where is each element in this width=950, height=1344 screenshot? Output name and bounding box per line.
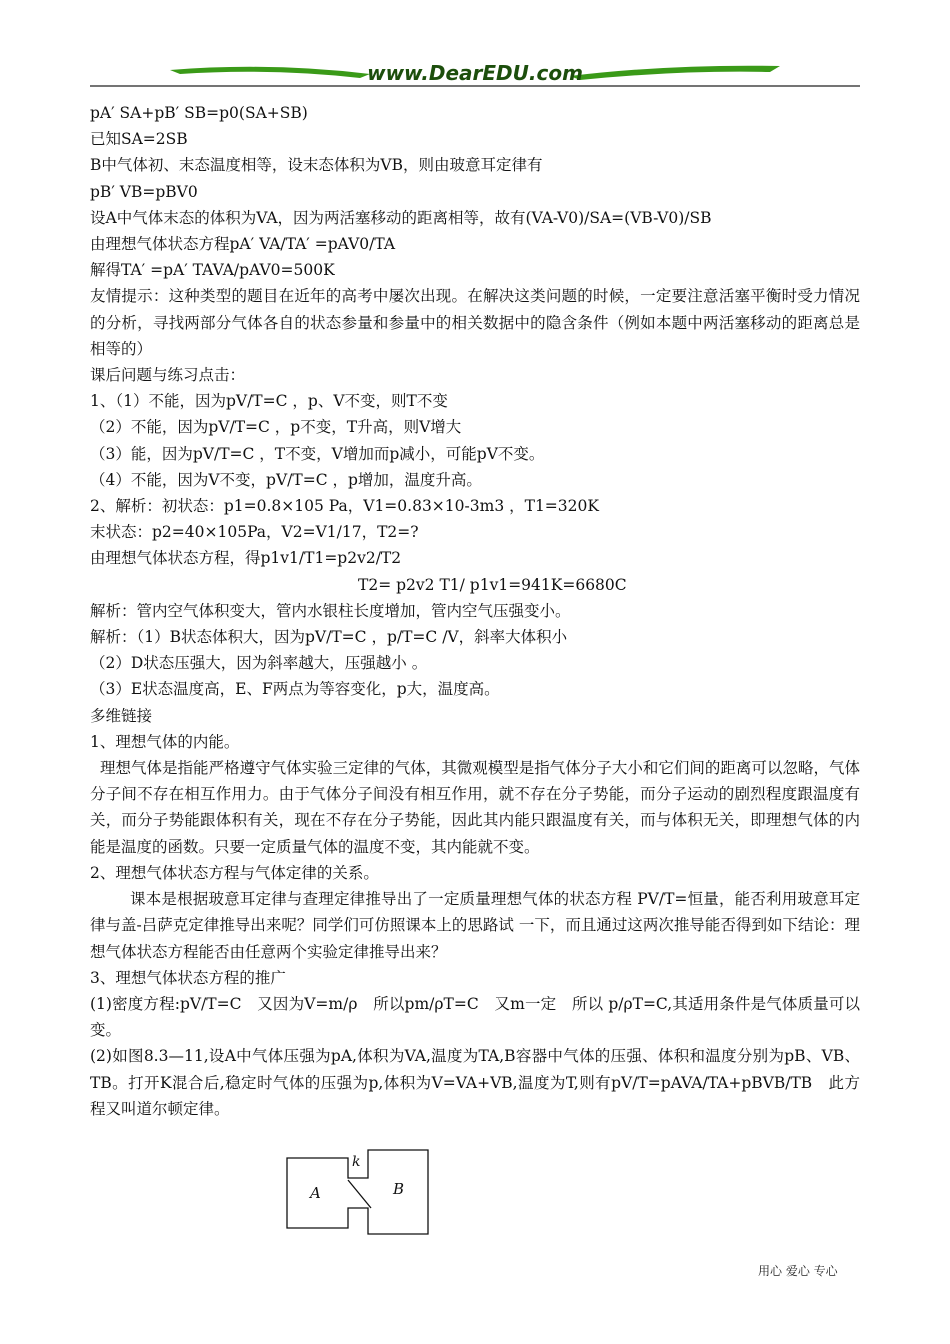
container-diagram-svg (285, 1148, 435, 1238)
header-swoosh-graphic (90, 52, 860, 92)
section-3-title: 3、理想气体状态方程的推广 (90, 968, 286, 987)
right-swoosh (570, 66, 780, 80)
text-line: 由理想气体状态方程pA′ VA/TA′ =pAV0/TA (90, 235, 396, 254)
exercise-2-line: 末状态：p2=40×105Pa，V2=V1/17，T2=? (90, 523, 419, 542)
exercises-heading: 课后问题与练习点击： (90, 366, 246, 385)
text-line: 已知SA=2SB (90, 130, 188, 149)
section-2-title: 2、理想气体状态方程与气体定律的关系。 (90, 863, 379, 882)
text-line: pA′ SA+pB′ SB=p0(SA+SB) (90, 104, 308, 122)
section-2-body: 课本是根据玻意耳定律与查理定律推导出了一定质量理想气体的状态方程 PV/T=恒量，能否利用玻意耳定律与盖-吕萨克定律推导出来呢？同学们可仿照课本上的思路试 一下，而且通过这两次推导能否得到如下结论：理想气体状态方程能否由任意两个实验定律推导出来？ (90, 890, 860, 961)
label-b: B (393, 1180, 405, 1198)
document-body (90, 100, 860, 1122)
label-a: A (310, 1184, 321, 1202)
label-k: k (352, 1154, 361, 1170)
section-1-title: 1、理想气体的内能。 (90, 732, 240, 751)
exercise-2-line: 由理想气体状态方程，得p1v1/T1=p2v2/T2 (90, 549, 402, 568)
exercise-3-line: 解析：管内空气体积变大，管内水银柱长度增加，管内空气压强变小。 (90, 601, 571, 620)
exercise-4-line: （3）E状态温度高，E、F两点为等容变化，p大，温度高。 (90, 680, 500, 699)
exercise-1-line: （2）不能，因为pV/T=C ，p不变，T升高，则V增大 (90, 418, 462, 437)
exercise-4-line: 解析：（1）B状态体积大，因为pV/T=C ，p/T=C /V，斜率大体积小 (90, 628, 568, 647)
exercise-2-line: 2、解析：初状态：p1=0.8×105 Pa，V1=0.83×10-3m3 ，T1=320K (90, 497, 599, 516)
exercise-1-line: （3）能，因为pV/T=C ，T不变，V增加而p减小，可能pV不变。 (90, 444, 545, 463)
exercise-2-result: T2= p2v2 T1/ p1v1=941K=6680C (358, 575, 627, 594)
tip-paragraph: 友情提示：这种类型的题目在近年的高考中屡次出现。在解决这类问题的时候，一定要注意活塞平衡时受力情况的分析，寻找两部分气体各自的状态参量和参量中的相关数据中的隐含条件（例如本题中两活塞移动的距离总是相等的） (90, 287, 860, 358)
section-1-body: 理想气体是指能严格遵守气体实验三定律的气体，其微观模型是指气体分子大小和它们间的距离可以忽略，气体分子间不存在相互作用力。由于气体分子间没有相互作用，就不存在分子势能，而分子运动的剧烈程度跟温度有关，而分子势能跟体积有关，现在不存在分子势能，因此其内能只跟温度有关，而与体积无关，即理想气体的内能是温度的函数。只要一定质量气体的温度不变，其内能就不变。 (90, 759, 860, 856)
text-line: B中气体初、末态温度相等，设末态体积为VB，则由玻意耳定律有 (90, 156, 543, 175)
page-footer: 用心 爱心 专心 (758, 1264, 838, 1278)
site-header-banner (90, 52, 860, 92)
site-url: www.DearEDU.com (367, 61, 583, 85)
exercise-4-line: （2）D状态压强大，因为斜率越大，压强越小 。 (90, 654, 428, 673)
text-line: 解得TA′ =pA′ TAVA/pAV0=500K (90, 261, 335, 280)
links-heading: 多维链接 (90, 706, 153, 725)
text-line: 设A中气体末态的体积为VA，因为两活塞移动的距离相等，故有(VA-V0)/SA=(VB-V0)/SB (90, 208, 712, 227)
exercise-1-line: 1、（1）不能，因为pV/T=C ，p、V不变，则T不变 (90, 392, 448, 411)
left-swoosh (170, 67, 370, 78)
text-line: pB′ VB=pBV0 (90, 182, 198, 201)
valve-k (348, 1180, 371, 1208)
section-3-paragraph-1: (1)密度方程:pV/T=C 又因为V=m/ρ 所以pm/ρT=C 又m一定 所以 p/ρT=C,其适用条件是气体质量可以变。 (90, 994, 860, 1040)
exercise-1-line: （4）不能，因为V不变，pV/T=C ，p增加，温度升高。 (90, 470, 482, 489)
section-3-paragraph-2: (2)如图8.3—11,设A中气体压强为pA,体积为VA,温度为TA,B容器中气体的压强、体积和温度分别为pB、VB、TB。打开K混合后,稳定时气体的压强为p,体积为V=VA+VB,温度为T,则有pV/T=pAVA/TA+pBVB/TB 此方程又叫道尔顿定律。 (90, 1047, 860, 1118)
container-diagram (285, 1148, 435, 1238)
